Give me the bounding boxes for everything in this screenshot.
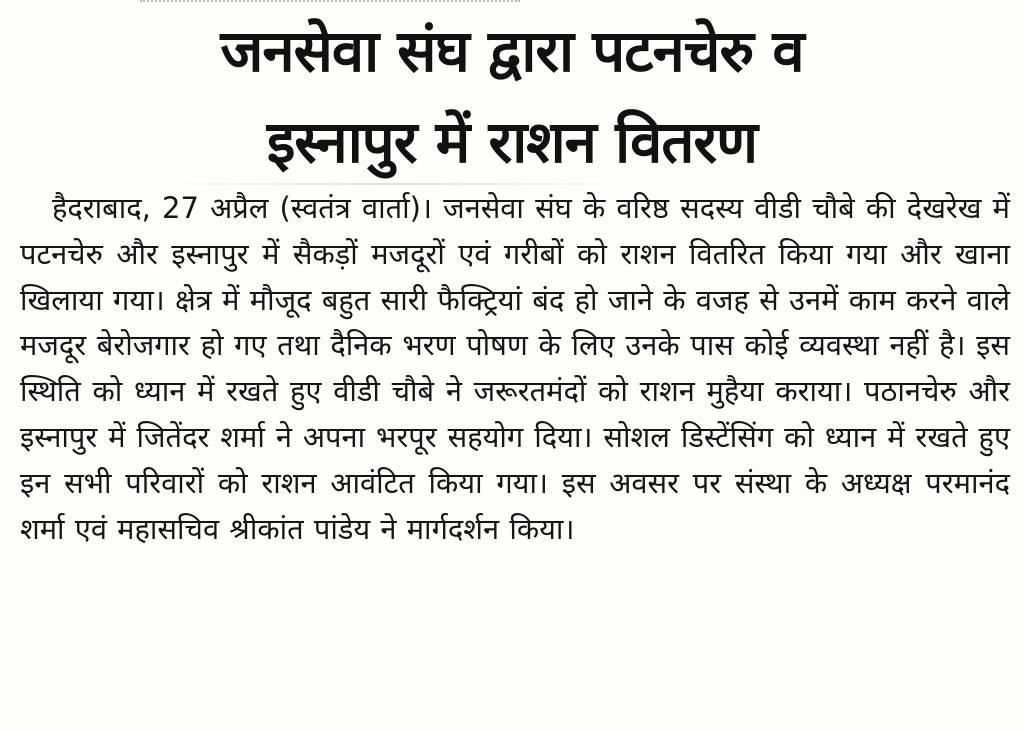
paper-fold-shadow	[165, 183, 625, 185]
headline-line-1: जनसेवा संघ द्वारा पटनचेरु व	[220, 17, 804, 85]
scan-edge-marks	[140, 0, 520, 6]
headline-line-2: इस्नापुर में राशन वितरण	[266, 108, 758, 176]
article-body	[20, 186, 1010, 552]
article-body-text: हैदराबाद, 27 अप्रैल (स्वतंत्र वार्ता)। जनसेवा संघ के वरिष्ठ सदस्य वीडी चौबे की देखरेख में पटनचेरु और इस्नापुर में सैकड़ों मजदूरों एवं गरीबों को राशन वितरित किया गया और खाना खिलाया गया। क्षेत्र में मौजूद बहुत सारी फैक्ट्रियां बंद हो जाने के वजह से उनमें काम करने वाले मजदूर बेरोजगार हो गए तथा दैनिक भरण पोषण के लिए उनके पास कोई व्यवस्था नहीं है। इस स्थिति को ध्यान में रखते हुए वीडी चौबे ने जरूरतमंदों को राशन मुहैया कराया। पठानचेरु और इस्नापुर में जितेंदर शर्मा ने अपना भरपूर सहयोग दिया। सोशल डिस्टेंसिंग को ध्यान में रखते हुए इन सभी परिवारों को राशन आवंटित किया गया। इस अवसर पर संस्था के अध्यक्ष परमानंद शर्मा एवं महासचिव श्रीकांत पांडेय ने मार्गदर्शन किया।	[20, 191, 1010, 546]
